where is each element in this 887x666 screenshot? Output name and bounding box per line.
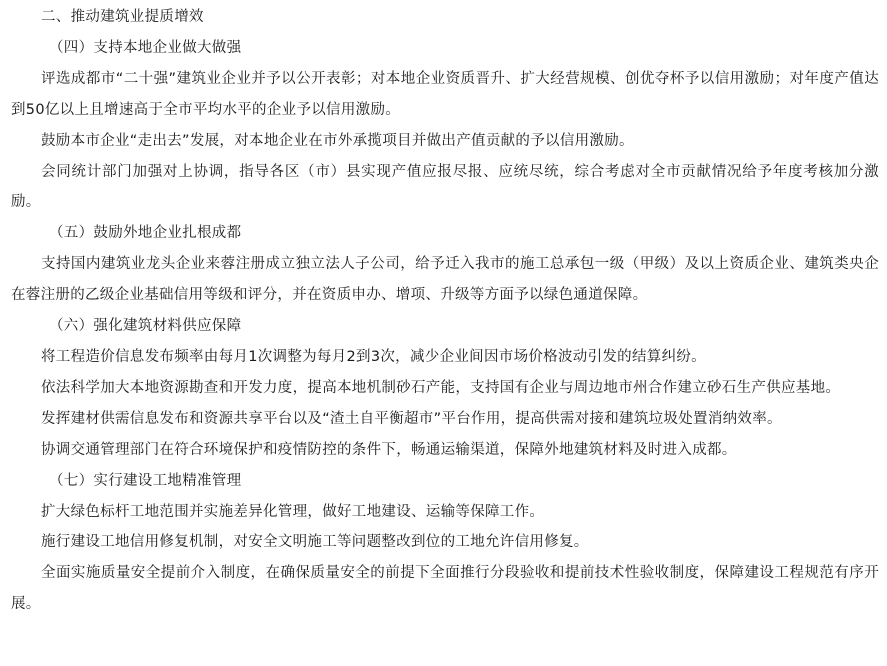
paragraph: 将工程造价信息发布频率由每月1次调整为每月2到3次，减少企业间因市场价格波动引发的结算纠纷。 <box>41 348 706 365</box>
subheading-four: （四）支持本地企业做大做强 <box>49 39 242 56</box>
paragraph: 鼓励本市企业“走出去”发展，对本地企业在市外承揽项目并做出产值贡献的予以信用激励。 <box>41 132 634 149</box>
subheading-six: （六）强化建筑材料供应保障 <box>49 318 242 335</box>
paragraph: 支持国内建筑业龙头企业来蓉注册成立独立法人子公司，给予迁入我市的施工总承包一级（甲级）及以上资质企业、建筑类央企在蓉注册的乙级企业基础信用等级和评分，并在资质申办、增项、升级等方面予以绿色通道保障。 <box>11 256 879 304</box>
paragraph: 发挥建材供需信息发布和资源共享平台以及“渣土自平衡超市”平台作用，提高供需对接和建筑垃圾处置消纳效率。 <box>41 410 782 427</box>
paragraph: 评选成都市“二十强”建筑业企业并予以公开表彰；对本地企业资质晋升、扩大经营规模、创优夺杯予以信用激励；对年度产值达到50亿以上且增速高于全市平均水平的企业予以信用激励。 <box>11 70 879 118</box>
section-title: 二、推动建筑业提质增效 <box>41 9 204 25</box>
subheading-five: （五）鼓励外地企业扎根成都 <box>49 225 242 242</box>
paragraph: 施行建设工地信用修复机制，对安全文明施工等问题整改到位的工地允许信用修复。 <box>41 534 589 551</box>
paragraph: 全面实施质量安全提前介入制度，在确保质量安全的前提下全面推行分段验收和提前技术性验收制度，保障建设工程规范有序开展。 <box>11 565 879 613</box>
paragraph: 扩大绿色标杆工地范围并实施差异化管理，做好工地建设、运输等保障工作。 <box>41 503 545 520</box>
paragraph: 协调交通管理部门在符合环境保护和疫情防控的条件下，畅通运输渠道，保障外地建筑材料及时进入成都。 <box>41 441 737 458</box>
subheading-seven: （七）实行建设工地精准管理 <box>49 472 242 489</box>
paragraph: 依法科学加大本地资源勘查和开发力度，提高本地机制砂石产能，支持国有企业与周边地市州合作建立砂石生产供应基地。 <box>41 379 841 396</box>
paragraph: 会同统计部门加强对上协调，指导各区（市）县实现产值应报尽报、应统尽统，综合考虑对全市贡献情况给予年度考核加分激励。 <box>11 163 879 211</box>
